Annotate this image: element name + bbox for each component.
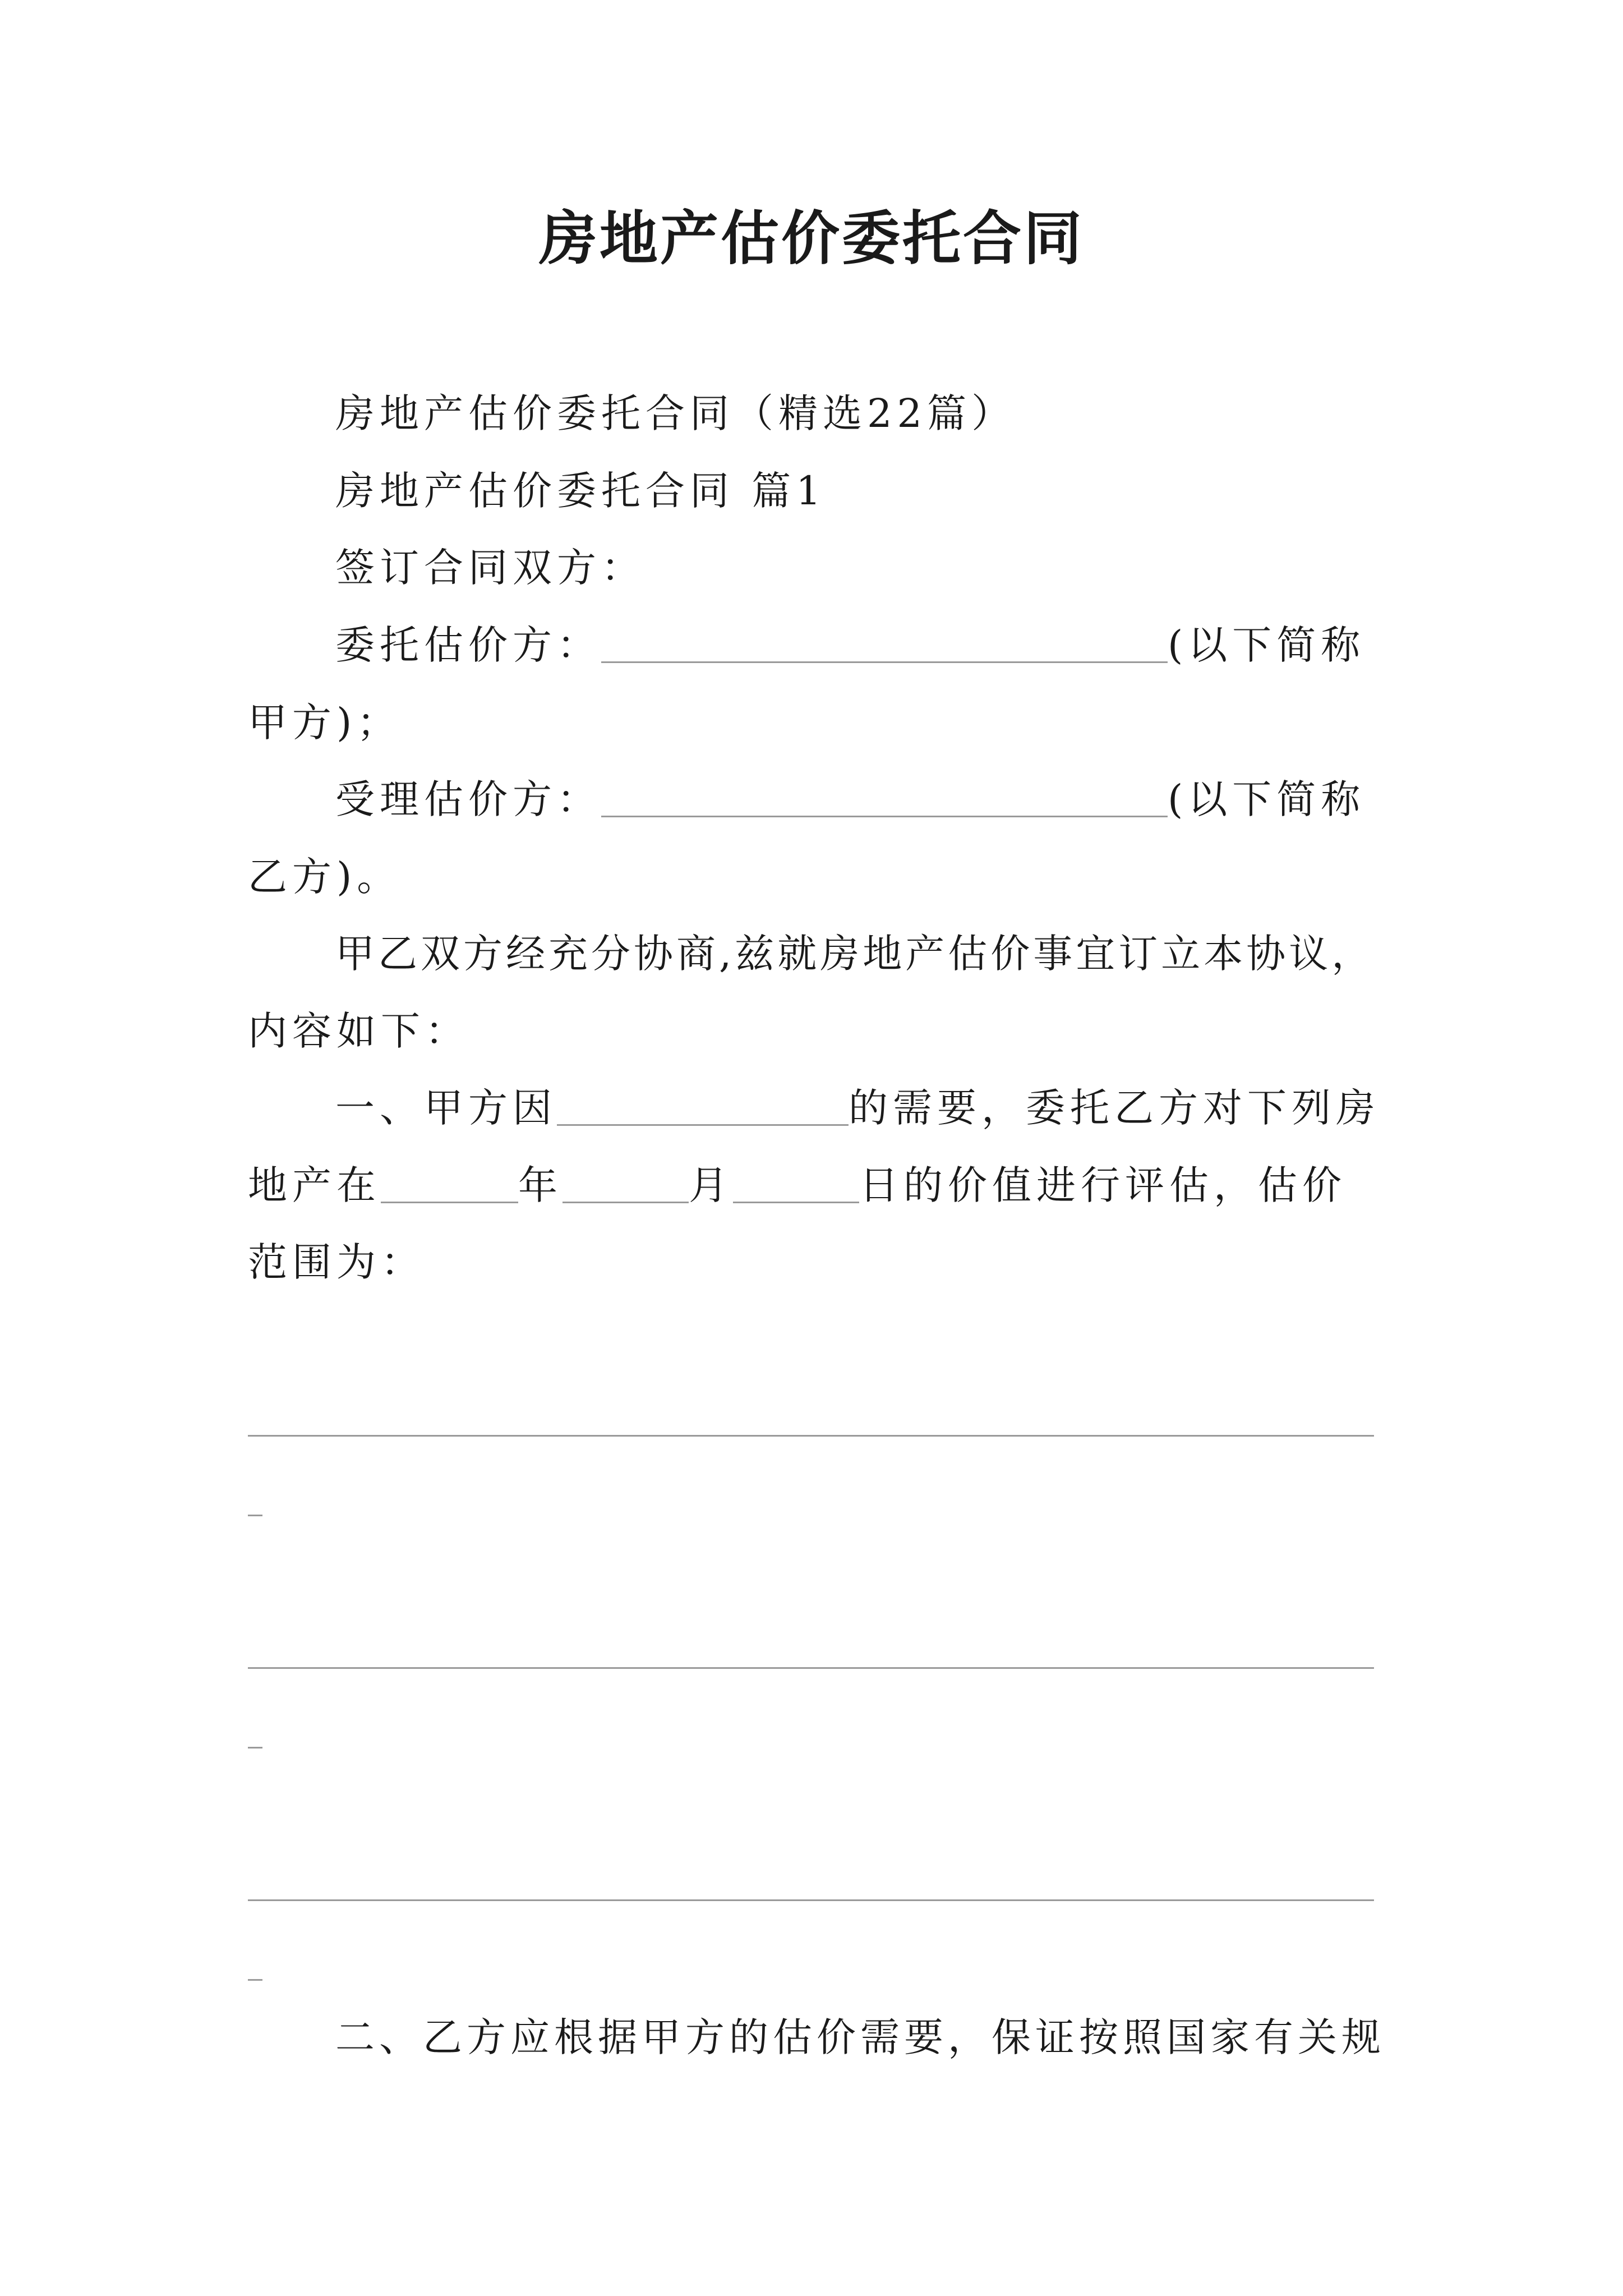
client-line xyxy=(335,617,1365,673)
purpose-blank xyxy=(557,1085,849,1126)
scope-fill-line-2 xyxy=(248,1667,1374,1669)
clause1-day-rest: 日的价值进行评估，估价 xyxy=(859,1162,1347,1208)
clause1-line-3: 范围为： xyxy=(248,1239,425,1285)
appraiser-label: 受理估价方： xyxy=(335,776,601,822)
client-suffix: (以下简称 xyxy=(1168,622,1366,668)
scope-fill-line-3 xyxy=(248,1899,1374,1901)
client-continuation: 甲方)； xyxy=(248,700,402,746)
client-label: 委托估价方： xyxy=(335,622,601,668)
year-blank xyxy=(381,1162,518,1203)
subtitle: 房地产估价委托合同（精选22篇） xyxy=(335,390,1016,436)
intro-line-2: 内容如下： xyxy=(248,1008,469,1054)
appraiser-line xyxy=(335,771,1365,827)
section-heading: 房地产估价委托合同 篇1 xyxy=(335,468,826,514)
appraiser-name-blank xyxy=(601,776,1168,817)
clause1-middle: 的需要，委托乙方对下列房 xyxy=(849,1085,1380,1131)
scope-fill-tick-1 xyxy=(248,1515,262,1516)
scope-fill-tick-3 xyxy=(248,1979,262,1981)
scope-fill-tick-2 xyxy=(248,1747,262,1749)
year-label: 年 xyxy=(518,1162,562,1208)
clause1-line-1 xyxy=(335,1080,1380,1136)
clause2-line-1: 二、乙方应根据甲方的估价需要，保证按照国家有关规 xyxy=(335,2014,1385,2060)
client-name-blank xyxy=(601,622,1168,663)
appraiser-suffix: (以下简称 xyxy=(1168,776,1366,822)
parties-heading: 签订合同双方： xyxy=(335,545,645,591)
document-title: 房地产估价委托合同 xyxy=(538,204,1084,273)
day-blank xyxy=(733,1162,859,1203)
month-label: 月 xyxy=(689,1162,733,1208)
intro-line-1: 甲乙双方经充分协商,兹就房地产估价事宜订立本协议， xyxy=(335,931,1375,977)
appraiser-continuation: 乙方)。 xyxy=(248,854,402,900)
month-blank xyxy=(562,1162,689,1203)
clause1-line-2 xyxy=(248,1157,1347,1213)
scope-fill-line-1 xyxy=(248,1435,1374,1437)
clause1-line2-start: 地产在 xyxy=(248,1162,381,1208)
clause1-start: 一、甲方因 xyxy=(335,1085,557,1131)
